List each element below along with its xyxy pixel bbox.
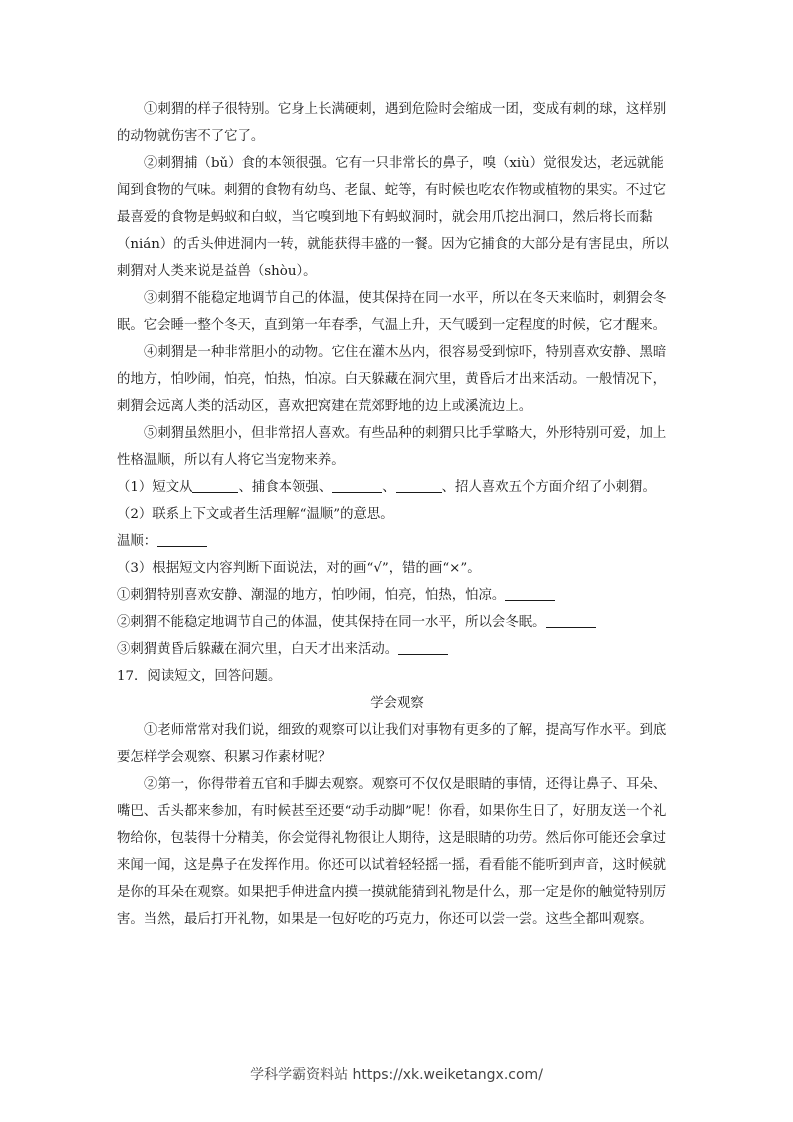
footer-watermark: 学科学霸资料站 https://xk.weiketangx.com/ [250,1067,543,1083]
answer-blank-6[interactable] [546,613,596,628]
passage-paragraph-4: ④刺猬是一种非常胆小的动物。它住在灌木丛内，很容易受到惊吓，特别喜欢安静、黑暗的地方，怕吵闹，怕亮，怕热，怕凉。白天躲藏在洞穴里，黄昏后才出来活动。一般情况下，刺猬会远离人类的活动区，喜欢把窝建在荒郊野地的边上或溪流边上。 [117,345,667,414]
question-3-statement-2 [117,609,677,636]
question-3-statement-3 [117,636,677,663]
statement-2-text: ②刺猬不能稳定地调节自己的体温，使其保持在同一水平，所以会冬眠。 [117,615,546,630]
question-2-label: 温顺： [117,534,158,549]
answer-blank-1[interactable] [192,478,238,493]
passage-paragraph-2: ②刺猬捕（bǔ）食的本领很强。它有一只非常长的鼻子，嗅（xiù）觉很发达，老远就能闻到食物的气味。刺猬的食物有幼鸟、老鼠、蛇等，有时候也吃农作物或植物的果实。不过它最喜爱的食物是蚂蚁和白蚁，当它嗅到地下有蚂蚁洞时，就会用爪挖出洞口，然后将长而黏（nián）的舌头伸进洞内一转，就能获得丰盛的一餐。因为它捕食的大部分是有害昆虫，所以刺猬对人类来说是益兽（shòu）。 [117,156,669,279]
passage-paragraph-1: ①刺猬的样子很特别。它身上长满硬刺，遇到危险时会缩成一团，变成有刺的球，这样别的动物就伤害不了它了。 [117,102,667,144]
question-1-text-b: 、捕食本领强、 [238,480,333,495]
statement-1-text: ①刺猬特别喜欢安静、潮湿的地方，怕吵闹，怕亮，怕热，怕凉。 [117,588,506,603]
question-3-statement-1 [117,582,677,609]
question-1 [117,474,677,501]
statement-3-text: ③刺猬黄昏后躲藏在洞穴里，白天才出来活动。 [117,642,399,657]
answer-blank-7[interactable] [398,640,448,655]
question-1-text-c: 、 [382,480,396,495]
answer-blank-2[interactable] [332,478,382,493]
question-2-answer-line [117,528,677,555]
question-1-text-a: （1）短文从 [117,480,193,495]
answer-blank-3[interactable] [396,478,442,493]
article-paragraph-2: ②第一，你得带着五官和手脚去观察。观察可不仅仅是眼睛的事情，还得让鼻子、耳朵、嘴巴、舌头都来参加，有时候甚至还要“动手动脚”呢！你看，如果你生日了，好朋友送一个礼物给你，包装得十分精美，你会觉得礼物很让人期待，这是眼睛的功劳。然后你可能还会拿过来闻一闻，这是鼻子在发挥作用。你还可以试着轻轻摇一摇，看看能不能听到声音，这时候就是你的耳朵在观察。如果把手伸进盒内摸一摸就能猜到礼物是什么，那一定是你的触觉特别厉害。当然，最后打开礼物，如果是一包好吃的巧克力，你还可以尝一尝。这些全都叫观察。 [117,777,667,927]
answer-blank-4[interactable] [157,532,207,547]
question-17-heading: 17．阅读短文，回答问题。 [117,669,282,684]
question-2-prompt: （2）联系上下文或者生活理解“温顺”的意思。 [117,507,394,522]
passage-paragraph-5: ⑤刺猬虽然胆小，但非常招人喜欢。有些品种的刺猬只比手掌略大，外形特别可爱，加上性格温顺，所以有人将它当宠物来养。 [117,426,667,468]
article-title: 学会观察 [370,696,424,711]
passage-paragraph-3: ③刺猬不能稳定地调节自己的体温，使其保持在同一水平，所以在冬天来临时，刺猬会冬眠。它会睡一整个冬天，直到第一年春季，气温上升，天气暖到一定程度的时候，它才醒来。 [117,291,667,333]
article-paragraph-1: ①老师常常对我们说，细致的观察可以让我们对事物有更多的了解，提高写作水平。到底要怎样学会观察、积累习作素材呢？ [117,723,667,765]
question-1-text-d: 、招人喜欢五个方面介绍了小刺猬。 [441,480,656,495]
answer-blank-5[interactable] [505,586,555,601]
document-body [117,96,677,933]
question-3-prompt: （3）根据短文内容判断下面说法，对的画“√”，错的画“×”。 [117,561,481,576]
